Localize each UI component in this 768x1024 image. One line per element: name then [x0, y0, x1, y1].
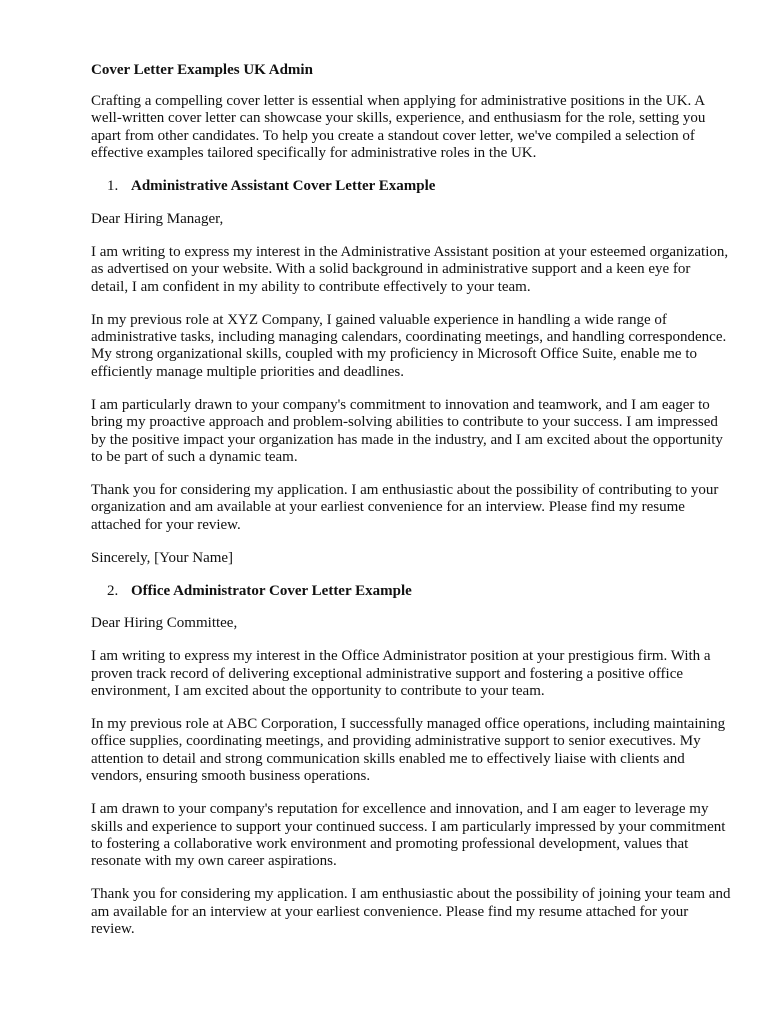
body-paragraph: Thank you for considering my application. I am enthusiastic about the possibility of contributing to your organization and am available at your earliest convenience for an interview. Please find my resume attached for your review.	[91, 481, 719, 533]
body-paragraph: I am writing to express my interest in the Administrative Assistant position at your esteemed organization, as advertised on your website. With a solid background in administrative support and a keen eye for detail, I am confident in my ability to contribute effectively to your team.	[91, 243, 729, 295]
closing: Sincerely, [Your Name]	[91, 549, 234, 566]
body-paragraph: I am particularly drawn to your company's commitment to innovation and teamwork, and I am eager to bring my proactive approach and problem-solving abilities to contribute to your success. I am impressed by the positive impact your organization has made in the industry, and I am excited about the opportunity to be part of such a dynamic team.	[91, 396, 723, 465]
salutation: Dear Hiring Manager,	[91, 211, 224, 228]
section-title: Administrative Assistant Cover Letter Example	[131, 178, 436, 195]
document-page	[91, 62, 731, 954]
section-heading-1	[91, 178, 731, 195]
section-heading-2	[91, 583, 731, 600]
section-title: Office Administrator Cover Letter Example	[131, 582, 412, 599]
body-paragraph: I am drawn to your company's reputation for excellence and innovation, and I am eager to leverage my skills and experience to support your continued success. I am particularly impressed by your commitment to fostering a collaborative work environment and promoting professional development, values that resonate with my own career aspirations.	[91, 801, 726, 870]
document-title: Cover Letter Examples UK Admin	[91, 62, 313, 78]
body-paragraph: Thank you for considering my application. I am enthusiastic about the possibility of joining your team and am available for an interview at your earliest convenience. Please find my resume attached for your review.	[91, 886, 731, 938]
section-number: 2.	[107, 582, 119, 599]
body-paragraph: In my previous role at XYZ Company, I gained valuable experience in handling a wide range of administrative tasks, including managing calendars, coordinating meetings, and handling correspondence. My strong organizational skills, coupled with my proficiency in Microsoft Office Suite, enable me to efficiently manage multiple priorities and deadlines.	[91, 311, 727, 380]
salutation: Dear Hiring Committee,	[91, 615, 238, 632]
body-paragraph: I am writing to express my interest in the Office Administrator position at your prestigious firm. With a proven track record of delivering exceptional administrative support and fostering a positive office environment, I am excited about the opportunity to contribute to your team.	[91, 648, 711, 700]
intro-paragraph: Crafting a compelling cover letter is essential when applying for administrative positions in the UK. A well-written cover letter can showcase your skills, experience, and enthusiasm for the role, setting you apart from other candidates. To help you create a standout cover letter, we've compiled a selection of effective examples tailored specifically for administrative roles in the UK.	[91, 93, 706, 162]
section-number: 1.	[107, 178, 119, 195]
body-paragraph: In my previous role at ABC Corporation, I successfully managed office operations, including maintaining office supplies, coordinating meetings, and providing administrative support to senior executives. My attention to detail and strong communication skills enabled me to effectively liaise with clients and vendors, ensuring smooth business operations.	[91, 716, 726, 785]
